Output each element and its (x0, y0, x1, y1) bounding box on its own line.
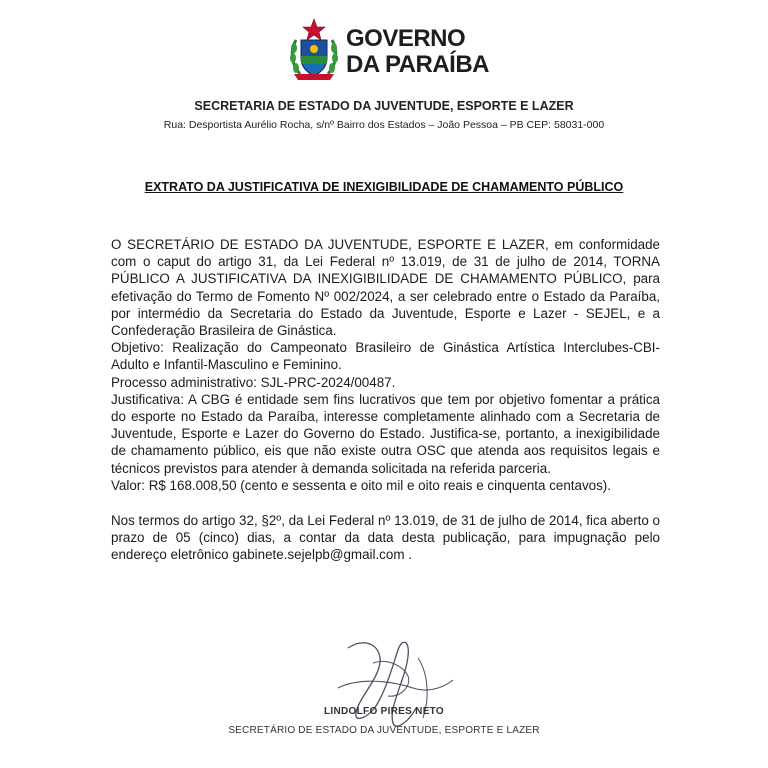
secretaria-address: Rua: Desportista Aurélio Rocha, s/nº Bairro dos Estados – João Pessoa – PB CEP: 58031-000 (163, 119, 605, 131)
secretaria-heading: SECRETARIA DE ESTADO DA JUVENTUDE, ESPORTE E LAZER (194, 99, 574, 113)
opening-paragraph: O SECRETÁRIO DE ESTADO DA JUVENTUDE, ESPORTE E LAZER, em conformidade com o caput do artigo 31, da Lei Federal nº 13.019, de 31 de julho de 2014, TORNA PÚBLICO A JUSTIFICATIVA DA INEXIGIBILIDADE DE CHAMAMENTO PÚBLICO, para efetivação do Termo de Fomento Nº 002/2024, a ser celebrado entre o Estado da Paraíba, por intermédio da Secretaria do Estado da Juventude, Esporte e Lazer - SEJEL, e a Confederação Brasileira de Ginástica. (111, 237, 660, 339)
justificativa-paragraph: Justificativa: A CBG é entidade sem fins lucrativos que tem por objetivo fomentar a prática do esporte no Estado da Paraíba, interesse completamente alinhado com a Secretaria de Juventude, Esporte e Lazer do Governo do Estado. Justifica-se, portanto, a inexigibilidade de chamamento público, eis que não existe outra OSC que atenda aos requisitos legais e técnicos previstos para atender à demanda solicitada na referida parceria. (111, 391, 660, 476)
government-wordmark (346, 26, 489, 78)
wordmark-line-2: DA PARAÍBA (346, 51, 489, 78)
paragraph-spacer (111, 494, 660, 512)
document-title: EXTRATO DA JUSTIFICATIVA DE INEXIGIBILIDADE DE CHAMAMENTO PÚBLICO (144, 180, 624, 194)
processo-line: Processo administrativo: SJL-PRC-2024/00487. (111, 374, 396, 390)
objetivo-paragraph: Objetivo: Realização do Campeonato Brasileiro de Ginástica Artística Interclubes-CBI-Adulto e Infantil-Masculino e Feminino. (111, 340, 660, 373)
signer-name: LINDOLFO PIRES NETO (324, 706, 444, 717)
valor-line: Valor: R$ 168.008,50 (cento e sessenta e oito mil e oito reais e cinquenta centavos). (111, 477, 611, 493)
state-coat-of-arms-icon (286, 18, 342, 82)
handwritten-signature (318, 628, 468, 738)
document-body (111, 236, 660, 564)
letterhead (0, 16, 768, 86)
wordmark-line-1: GOVERNO (346, 25, 466, 52)
signer-role: SECRETÁRIO DE ESTADO DA JUVENTUDE, ESPORTE E LAZER (228, 725, 540, 736)
closing-paragraph: Nos termos do artigo 32, §2º, da Lei Federal nº 13.019, de 31 de julho de 2014, fica aberto o prazo de 05 (cinco) dias, a contar da data desta publicação, para impugnação pelo endereço eletrônico gabinete.sejelpb@gmail.com . (111, 513, 660, 563)
